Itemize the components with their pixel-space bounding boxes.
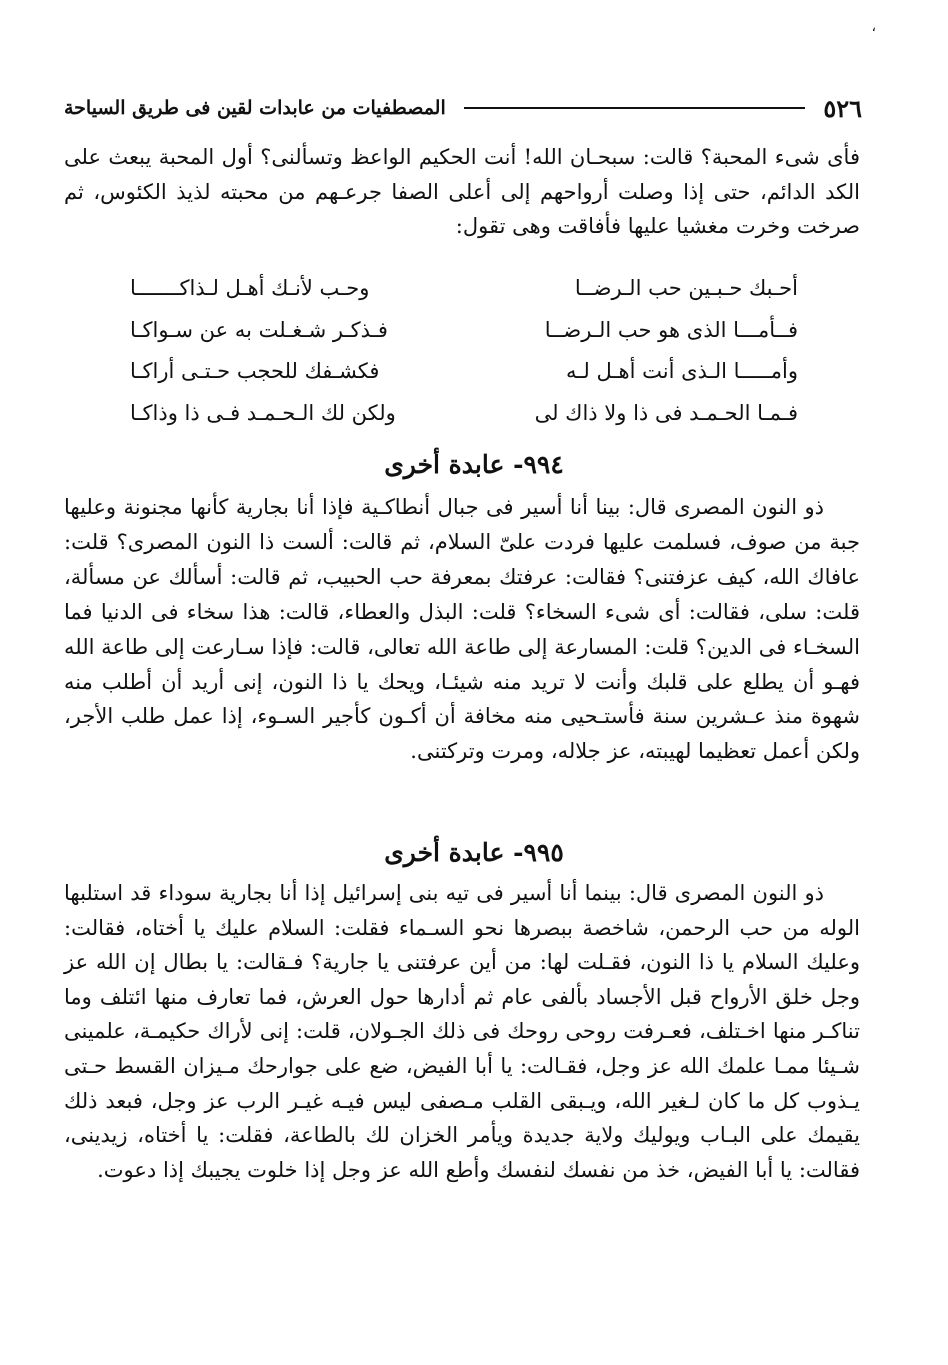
page-header xyxy=(64,92,862,124)
poem-hemistich-left: وحـب لأنـك أهـل لـذاكـــــــا xyxy=(130,276,370,300)
poem-hemistich-right: وأمـــــا الـذى أنت أهـل لـه xyxy=(565,359,798,383)
poem-line xyxy=(130,310,798,352)
section-995-paragraph xyxy=(64,876,860,1187)
section-heading-995: ٩٩٥- عابدة أخرى xyxy=(384,838,564,867)
intro-paragraph xyxy=(64,140,860,244)
poem-hemistich-left: ولكن لك الـحـمـد فـى ذا وذاكـا xyxy=(130,400,396,425)
section-heading-994: ٩٩٤- عابدة أخرى xyxy=(384,450,564,479)
page-number: ٥٢٦ xyxy=(823,93,862,123)
intro-text: فأى شىء المحبة؟ قالت: سبحـان الله! أنت الحكيم الواعظ وتسألنى؟ أول المحبة يبعث على الكد الدائم، حتى إذا وصلت أرواحهم إلى أعلى الصفا جرعـهم من محبته لذيذ الكئوس، ثم صرخت وخرت مغشيا عليها فأفاقت وهى تقول: xyxy=(64,145,860,239)
header-rule xyxy=(464,107,806,109)
corner-mark: ، xyxy=(871,19,876,35)
poem-line xyxy=(130,351,798,393)
poem-line xyxy=(130,393,798,435)
running-title: المصطفيات من عابدات لقين فى طريق السياحة xyxy=(64,97,446,119)
poem-hemistich-left: فكشـفك للحجب حـتـى أراكـا xyxy=(130,359,380,383)
poem-hemistich-left: فـذكـر شـغـلت به عن سـواكـا xyxy=(130,317,388,342)
section-994-paragraph xyxy=(64,490,860,769)
section-994-text: ذو النون المصرى قال: بينا أنا أسير فى جبال أنطاكـية فإذا أنا بجارية كأنها مجنونة وعليها جبة من صوف، فسلمت عليها فردت علىّ السلام، ثم قالت: ألست ذا النون المصرى؟ قلت: عافاك الله، كيف عزفتنى؟ فقالت: عرفتك بمعرفة حب الحبيب، ثم قالت: أسألك عن مسألة، قلت: سلى، فقالت: أى شىء السخاء؟ قلت: البذل والعطاء، قالت: هذا سخاء فى الدنيا فما السخـاء فى الدين؟ قلت: المسارعة إلى طاعة الله تعالى، قالت: فإذا سـارعت إلى طاعة الله فهـو أن يطلع على قلبك وأنت لا تريد منه شيئـا، ويحك يا ذا النون، إنى أريد أن أطلب منه شهوة منذ عـشرين سنة فأستـحيى منه مخافة أن أكـون كأجير السـوء، إذا عمل طلب الأجر، ولكن أعمل تعظيما لهيبته، عز جلاله، ومرت وتركتنى. xyxy=(64,495,860,764)
section-995-text: ذو النون المصرى قال: بينما أنا أسير فى تيه بنى إسرائيل إذا أنا بجارية سوداء قد استلبها الوله من حب الرحمن، شاخصة ببصرها نحو السـماء فقلت: السلام عليك يا أختاه، فقالت: وعليك السلام يا ذا النون، فقـلت لها: من أين عرفتنى يا جارية؟ فـقالت: يا بطال إن الله عز وجل خلق الأرواح قبل الأجساد بألفى عام ثم أدارها حول العرش، فما تعارف منها ائتلف وما تناكـر منها اخـتلف، فعـرفت روحى روحك فى ذلك الجـولان، قلت: إنى لأراك حكيمـة، علمينى شـيئا ممـا علمك الله عز وجل، فقـالت: يا أبا الفيض، ضع على جوارحك مـيزان القسط حـتى يـذوب كل ما كان لـغير الله، ويـبقى القلب مـصفى ليس فيـه غيـر الرب عز وجل، فبعد ذلك يقيمك على البـاب ويوليك ولاية جديدة ويأمر الخزان لك بالطاعة، فقلت: يا أختاه، زيدينى، فقالت: يا أبا الفيض، خذ من نفسك لنفسك وأطع الله عز وجل إذا خلوت يجيبك إذا دعوت. xyxy=(64,881,860,1182)
poem-line xyxy=(130,268,798,310)
poem-hemistich-right: أحـبك حـبـين حب الـرضــا xyxy=(574,276,798,300)
poem-hemistich-right: فــأمـــا الذى هو حب الـرضــا xyxy=(544,317,798,342)
poem xyxy=(130,268,798,434)
poem-hemistich-right: فـمـا الحـمـد فى ذا ولا ذاك لى xyxy=(534,400,798,425)
